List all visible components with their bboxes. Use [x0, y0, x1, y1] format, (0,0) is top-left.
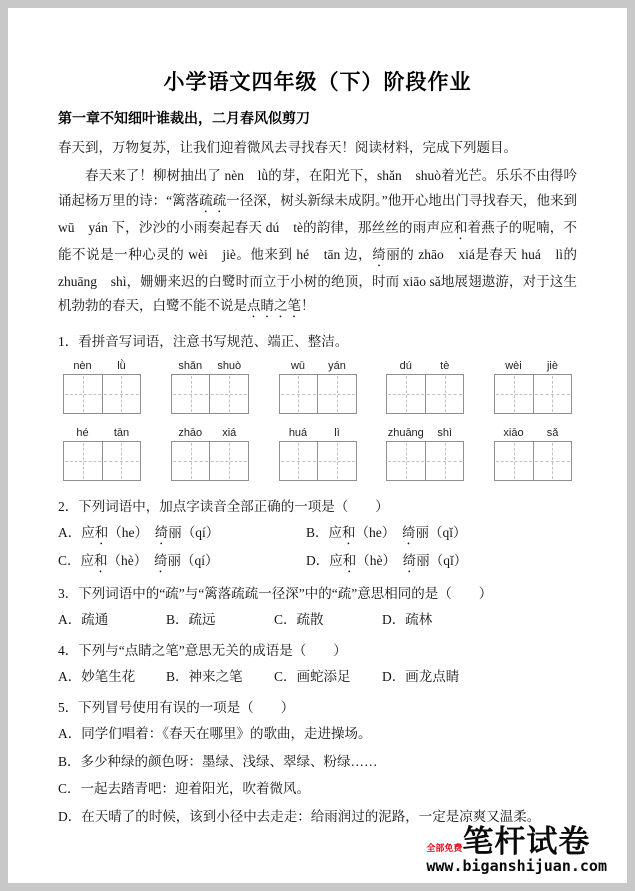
text-run: （he）	[108, 525, 155, 540]
question-2	[58, 494, 577, 576]
question-3-stem: 3．下列词语中的“疏”与“篱落疏疏一径深”中的“疏”意思相同的是（ ）	[58, 586, 493, 601]
pinyin-label: wèi	[505, 360, 522, 372]
pinyin-labels	[279, 427, 357, 439]
pinyin-group	[171, 360, 249, 414]
pinyin-label: tān	[113, 427, 130, 439]
writing-cell	[495, 442, 533, 480]
answer-option: D．画龙点睛	[382, 669, 460, 684]
text-run: D．应	[306, 553, 343, 568]
writing-box-pair	[279, 374, 357, 414]
pinyin-labels	[171, 360, 249, 372]
writing-cell	[495, 375, 533, 413]
answer-option: B．神来之笔	[166, 669, 243, 684]
question-1	[58, 329, 577, 481]
emphasized-text: 绮	[402, 525, 416, 540]
text-run: 丽（qí）	[167, 553, 219, 568]
question-4-stem: 4．下列与“点睛之笔”意思无关的成语是（ ）	[58, 643, 347, 658]
pinyin-labels	[279, 360, 357, 372]
text-run: 春天来了！柳树抽出了 nèn lǜ的芽，在阳光下，shǎn shuò着光芒。乐乐不由得吟诵起杨万里的诗：“篱落	[58, 168, 577, 208]
writing-cell	[425, 375, 464, 413]
text-run: C．应	[58, 553, 95, 568]
pinyin-group	[171, 427, 249, 481]
writing-cell	[317, 375, 356, 413]
emphasized-text: 和	[342, 525, 356, 540]
pinyin-group	[386, 360, 464, 414]
question-4	[58, 638, 577, 690]
emphasized-text: 绮	[154, 553, 168, 568]
emphasized-text: 疏疏	[199, 192, 227, 208]
writing-box-pair	[279, 441, 357, 481]
answer-option: C．画蛇添足	[274, 669, 351, 684]
emphasized-text: 绮	[372, 246, 387, 262]
pinyin-label: xiāo	[503, 427, 524, 439]
answer-option	[58, 520, 306, 548]
answer-option: C．一起去踏青吧：迎着阳光，吹着微风。	[58, 781, 311, 796]
pinyin-group	[63, 427, 141, 481]
pinyin-group	[386, 427, 464, 481]
pinyin-group	[494, 427, 572, 481]
text-run: （he）	[355, 525, 403, 540]
answer-option: B．多少种绿的颜色呀：墨绿、浅绿、翠绿、粉绿……	[58, 753, 378, 769]
answer-option: A．同学们唱着：《春天在哪里》的歌曲，走进操场。	[58, 726, 372, 741]
pinyin-labels	[63, 360, 141, 372]
text-run: （hè）	[107, 553, 155, 568]
text-run: 着燕子的呢喃，不能不说是一种心灵的 wèi jiè。他来到 hé tān 边，	[58, 219, 577, 262]
writing-box-pair	[171, 441, 249, 481]
writing-cell	[387, 442, 425, 480]
pinyin-group	[494, 360, 572, 414]
brand-watermark	[426, 824, 607, 875]
brand-url: www.biganshijuan.com	[426, 857, 607, 875]
writing-cell	[533, 375, 572, 413]
writing-cell	[280, 442, 318, 480]
writing-cell	[209, 442, 248, 480]
pinyin-label: lǜ	[117, 360, 126, 372]
pinyin-label: nèn	[73, 360, 92, 372]
pinyin-labels	[494, 427, 572, 439]
emphasized-text: 和	[453, 219, 468, 235]
worksheet-page	[8, 8, 627, 883]
pinyin-labels	[171, 427, 249, 439]
writing-box-pair	[494, 441, 572, 481]
writing-box-pair	[63, 441, 141, 481]
text-run: B．应	[306, 525, 343, 540]
pinyin-label: shǎn	[178, 360, 203, 372]
question-5-stem: 5．下列冒号使用有误的一项是（ ）	[58, 700, 295, 715]
worksheet-content	[8, 8, 627, 830]
text-run: 丽（qí）	[168, 525, 220, 540]
question-3-options	[58, 606, 577, 633]
brand-name: 笔杆试卷	[462, 824, 591, 859]
pinyin-label: shì	[437, 427, 453, 439]
question-5	[58, 695, 577, 830]
text-run: ！	[301, 298, 315, 313]
writing-cell	[172, 442, 210, 480]
pinyin-label: jiè	[546, 360, 558, 372]
reading-passage	[58, 164, 577, 321]
emphasized-text: 点睛之笔	[247, 298, 301, 313]
answer-option: D．在天晴了的时候，该到小径中去走走：给雨润过的泥路，一定是凉爽又温柔。	[58, 808, 541, 824]
pinyin-label: zhuāng	[387, 427, 424, 439]
pinyin-label: shuò	[217, 360, 242, 372]
pinyin-group	[279, 360, 357, 414]
pinyin-label: sǎ	[546, 427, 559, 439]
answer-option	[306, 548, 577, 576]
answer-option	[58, 548, 306, 576]
pinyin-group	[279, 427, 357, 481]
question-2-stem: 2．下列词语中，加点字读音全部正确的一项是（ ）	[58, 499, 389, 514]
intro-line: 春天到，万物复苏，让我们迎着微风去寻找春天！阅读材料，完成下列题目。	[58, 140, 517, 155]
writing-box-pair	[494, 374, 572, 414]
writing-box-pair	[63, 374, 141, 414]
pinyin-label: hé	[76, 427, 89, 439]
free-badge: 全部免费	[426, 843, 463, 853]
text-run: 丽（qǐ）	[415, 525, 467, 540]
writing-box-pair	[386, 441, 464, 481]
brand-row	[426, 824, 607, 859]
question-1-stem: 1．看拼音写词语，注意书写规范、端正、整洁。	[58, 334, 349, 349]
emphasized-text: 和	[94, 525, 109, 540]
question-4-options	[58, 663, 577, 690]
pinyin-label: zhāo	[178, 427, 203, 439]
writing-cell	[209, 375, 248, 413]
pinyin-labels	[494, 360, 572, 372]
writing-cell	[387, 375, 425, 413]
answer-option: B．疏远	[166, 612, 216, 627]
text-run: 丽的 zhāo xiá是春天 huá lì的 zhuāng shì，姗姗来迟的白鹭时而立于小树的绝顶，时而 xiāo sǎ地展翅遨游，对于这生机勃勃的春天，白鹭不能不说是	[58, 246, 577, 313]
writing-cell	[172, 375, 210, 413]
pinyin-grid-row	[63, 360, 572, 414]
writing-cell	[102, 442, 141, 480]
text-run: 一径深，树头新绿未成阴。”他开心地出门寻找春天，他来到 wū yán 下，沙沙的小雨奏起春天 dú tè的韵律，那丝丝的雨声应	[58, 192, 577, 235]
page-title: 小学语文四年级（下）阶段作业	[163, 71, 472, 94]
pinyin-labels	[386, 427, 464, 439]
writing-cell	[64, 442, 102, 480]
text-run: （hè）	[356, 553, 403, 568]
pinyin-writing-grids	[58, 360, 577, 481]
writing-cell	[102, 375, 141, 413]
text-run: A．应	[58, 525, 95, 540]
answer-option: A．妙笔生花	[58, 669, 136, 684]
emphasized-text: 绮	[154, 525, 169, 540]
pinyin-label: tè	[440, 360, 450, 372]
writing-cell	[317, 442, 356, 480]
pinyin-label: lì	[334, 427, 340, 439]
pinyin-label: huá	[288, 427, 308, 439]
pinyin-grid-row	[63, 427, 572, 481]
pinyin-label: wū	[290, 360, 306, 372]
emphasized-text: 和	[342, 553, 357, 568]
text-run: 丽（qǐ）	[416, 553, 468, 568]
answer-option	[306, 520, 577, 548]
emphasized-text: 绮	[402, 553, 417, 568]
writing-cell	[280, 375, 318, 413]
pinyin-label: xiá	[222, 427, 237, 439]
pinyin-label: dú	[399, 360, 412, 372]
chapter-heading: 第一章不知细叶谁裁出，二月春风似剪刀	[58, 110, 310, 126]
pinyin-label: yán	[328, 360, 346, 372]
pinyin-group	[63, 360, 141, 414]
question-2-options	[58, 520, 577, 576]
writing-cell	[64, 375, 102, 413]
writing-box-pair	[386, 374, 464, 414]
question-3	[58, 581, 577, 633]
answer-option: D．疏林	[382, 612, 433, 627]
question-5-options	[58, 720, 577, 830]
pinyin-labels	[63, 427, 141, 439]
answer-option: C．疏散	[274, 612, 324, 627]
writing-box-pair	[171, 374, 249, 414]
answer-option: A．疏通	[58, 612, 109, 627]
writing-cell	[425, 442, 464, 480]
emphasized-text: 和	[94, 553, 108, 568]
writing-cell	[533, 442, 572, 480]
pinyin-labels	[386, 360, 464, 372]
